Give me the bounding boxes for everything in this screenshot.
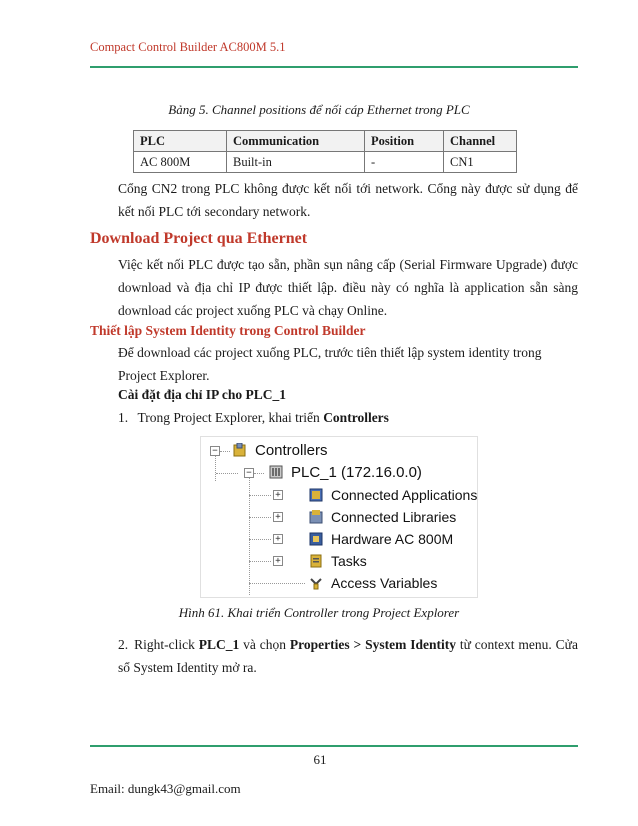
section-heading: Download Project qua Ethernet (90, 230, 308, 247)
project-explorer-tree (200, 436, 478, 598)
footer-rule (90, 745, 578, 747)
paragraph-project-explorer: Để download các project xuống PLC, trước tiên thiết lập system identity trong Project Explorer. (118, 345, 542, 383)
ip-setup-heading: Cài đặt địa chỉ IP cho PLC_1 (118, 387, 287, 402)
tree-label-hardware: Hardware AC 800M (331, 531, 454, 547)
page-number: 61 (313, 752, 327, 767)
cell-communication: Built-in (227, 152, 365, 173)
applications-icon (309, 488, 323, 502)
cell-plc: AC 800M (134, 152, 227, 173)
controllers-folder-icon (233, 443, 247, 457)
collapse-icon[interactable]: − (210, 446, 220, 456)
footer-email: Email: dungk43@gmail.com (90, 781, 241, 796)
col-header-channel: Channel (444, 131, 517, 152)
tree-label-tasks: Tasks (331, 553, 367, 569)
tree-label-plc1: PLC_1 (172.16.0.0) (291, 464, 422, 481)
step-2-text-2: và chọn (239, 637, 290, 652)
expand-icon[interactable]: + (273, 556, 283, 566)
col-header-plc: PLC (134, 131, 227, 152)
step-2-bold-plc: PLC_1 (198, 637, 240, 652)
step-1-bold: Controllers (323, 410, 389, 425)
plc-icon (269, 465, 283, 479)
paragraph-download: Việc kết nối PLC được tạo sẵn, phần sụn nâng cấp (Serial Firmware Upgrade) được download và địa chỉ IP được thiết lập. điều này có nghĩa là application sẵn sàng download các project xuống PLC và chạy Online. (118, 257, 578, 318)
table-caption: Bảng 5. Channel positions để nối cáp Ethernet trong PLC (168, 102, 470, 117)
expand-icon[interactable]: + (273, 534, 283, 544)
tasks-icon (309, 554, 323, 568)
tree-label-access-variables: Access Variables (331, 575, 438, 591)
step-1-number: 1. (118, 410, 129, 425)
table-row (134, 152, 517, 173)
step-1 (118, 406, 389, 429)
figure-caption: Hình 61. Khai triển Controller trong Project Explorer (178, 605, 460, 620)
col-header-communication: Communication (227, 131, 365, 152)
tree-label-controllers: Controllers (255, 442, 328, 459)
channel-table (133, 130, 517, 173)
header-title: Compact Control Builder AC800M 5.1 (90, 40, 286, 54)
step-2 (118, 633, 578, 679)
tree-label-connected-libraries: Connected Libraries (331, 509, 457, 525)
expand-icon[interactable]: + (273, 490, 283, 500)
cell-channel: CN1 (444, 152, 517, 173)
step-2-text-3: từ context menu. Cửa sổ System Identity mở ra. (118, 637, 578, 675)
step-2-text-1: Right-click (134, 637, 199, 652)
cell-position: - (365, 152, 444, 173)
hardware-icon (309, 532, 323, 546)
col-header-position: Position (365, 131, 444, 152)
step-1-text: Trong Project Explorer, khai triển (137, 410, 324, 425)
step-2-number: 2. (118, 637, 129, 652)
tree-label-connected-applications: Connected Applications (331, 487, 478, 503)
table-header-row (134, 131, 517, 152)
collapse-icon[interactable]: − (244, 468, 254, 478)
paragraph-cn2: Cổng CN2 trong PLC không được kết nối tới network. Cổng này được sử dụng để kết nối PLC tới secondary network. (118, 181, 578, 219)
subheading-system-identity: Thiết lập System Identity trong Control Builder (90, 323, 366, 338)
libraries-icon (309, 510, 323, 524)
header-rule (90, 66, 578, 68)
expand-icon[interactable]: + (273, 512, 283, 522)
access-variables-icon (309, 576, 323, 590)
step-2-bold-properties: Properties > System Identity (289, 637, 456, 652)
